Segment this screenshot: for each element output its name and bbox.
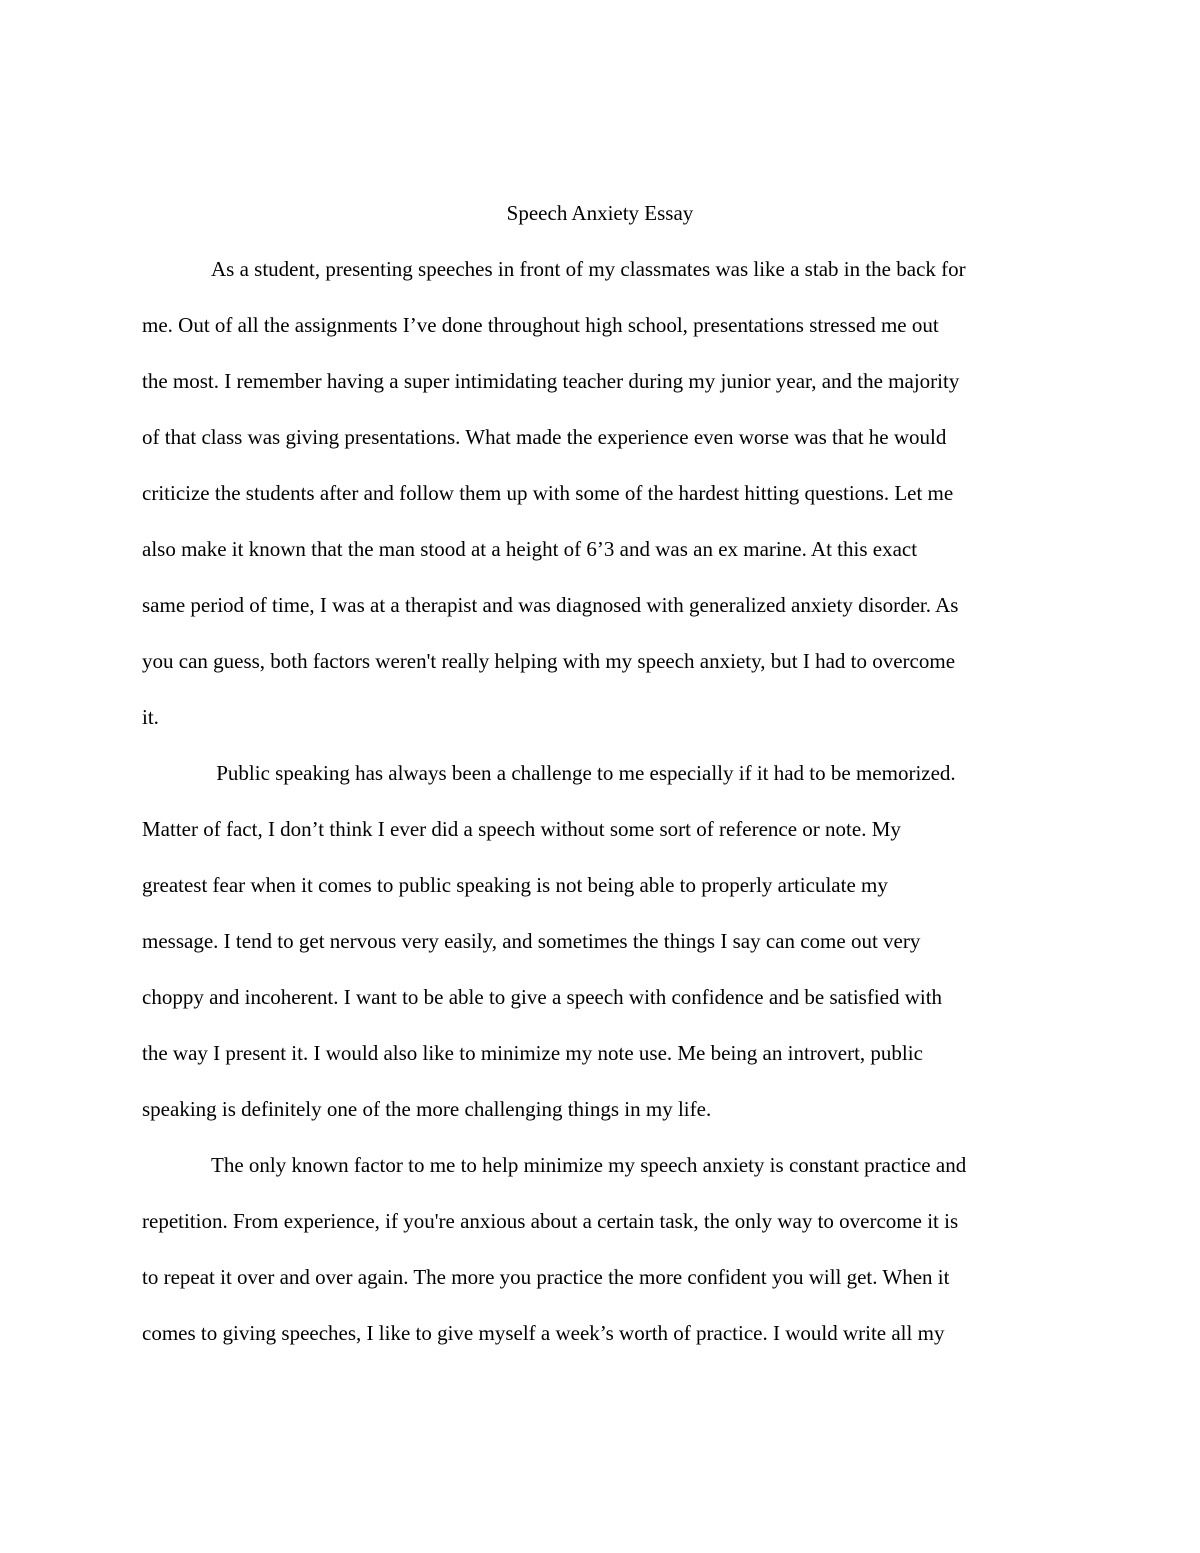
paragraph-1-line-3: the most. I remember having a super intimidating teacher during my junior year, and the majority	[142, 369, 960, 393]
paragraph-3-line-2: repetition. From experience, if you're anxious about a certain task, the only way to overcome it is	[142, 1209, 959, 1233]
paragraph-2-line-4: message. I tend to get nervous very easily, and sometimes the things I say can come out very	[142, 929, 921, 953]
paragraph-2-line-5: choppy and incoherent. I want to be able to give a speech with confidence and be satisfied with	[142, 985, 943, 1009]
paragraph-1-line-9: it.	[142, 705, 159, 729]
paragraph-1-line-2: me. Out of all the assignments I’ve done throughout high school, presentations stressed me out	[142, 313, 939, 337]
paragraph-3-line-3: to repeat it over and over again. The more you practice the more confident you will get. When it	[142, 1265, 950, 1289]
paragraph-1-line-6: also make it known that the man stood at a height of 6’3 and was an ex marine. At this exact	[142, 537, 918, 561]
paragraph-2-line-1: Public speaking has always been a challenge to me especially if it had to be memorized.	[211, 761, 956, 785]
paragraph-1-line-4: of that class was giving presentations. What made the experience even worse was that he would	[142, 425, 947, 449]
paragraph-1-line-5: criticize the students after and follow them up with some of the hardest hitting questions. Let me	[142, 481, 954, 505]
paragraph-1-line-1: As a student, presenting speeches in front of my classmates was like a stab in the back for	[211, 257, 966, 281]
paragraph-2-line-6: the way I present it. I would also like to minimize my note use. Me being an introvert, public	[142, 1041, 923, 1065]
paragraph-3-line-4: comes to giving speeches, I like to give myself a week’s worth of practice. I would write all my	[142, 1321, 945, 1345]
paragraph-2-line-7: speaking is definitely one of the more challenging things in my life.	[142, 1097, 712, 1121]
paragraph-2-line-3: greatest fear when it comes to public speaking is not being able to properly articulate my	[142, 873, 888, 897]
document-title: Speech Anxiety Essay	[506, 201, 694, 225]
paragraph-1-line-7: same period of time, I was at a therapist and was diagnosed with generalized anxiety disorder. As	[142, 593, 959, 617]
paragraph-3-line-1: The only known factor to me to help minimize my speech anxiety is constant practice and	[211, 1153, 967, 1177]
paragraph-2-line-2: Matter of fact, I don’t think I ever did a speech without some sort of reference or note. My	[142, 817, 901, 841]
paragraph-1-line-8: you can guess, both factors weren't really helping with my speech anxiety, but I had to overcome	[142, 649, 956, 673]
